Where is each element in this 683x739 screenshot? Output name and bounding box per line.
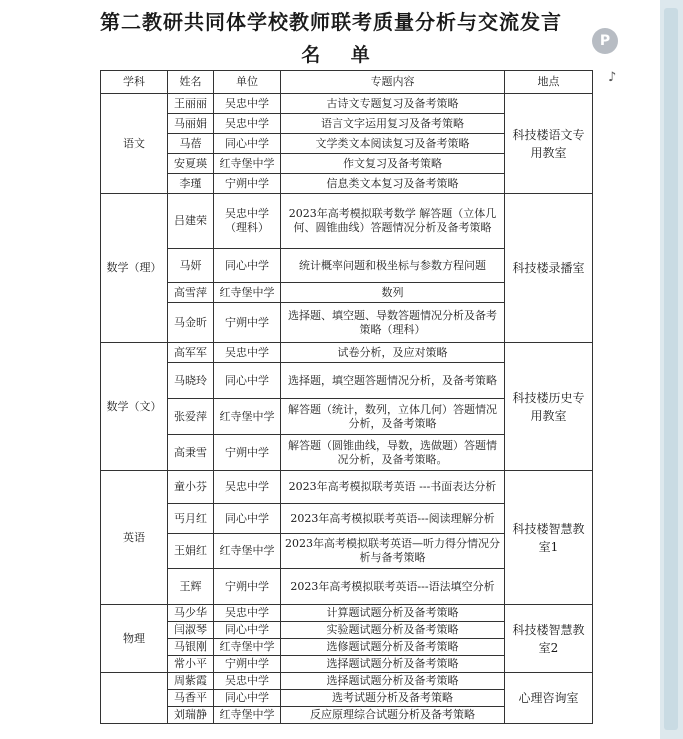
- school-cell: 吴忠中学: [214, 343, 281, 363]
- school-cell: 红寺堡中学: [214, 639, 281, 656]
- scrollbar-thumb[interactable]: [664, 8, 678, 730]
- table-body: [101, 94, 593, 724]
- header-school: 单位: [214, 71, 281, 94]
- topic-cell: 选择题、填空题、导数答题情况分析及备考策略（理科）: [281, 303, 505, 343]
- name-cell: 高军军: [168, 343, 214, 363]
- topic-cell: 2023年高考模拟联考英语—听力得分情况分析与备考策略: [281, 534, 505, 569]
- subject-cell: 物理: [101, 605, 168, 673]
- table-row: [101, 673, 593, 690]
- location-cell: 科技楼语文专用教室: [505, 94, 593, 194]
- header-location: 地点: [505, 71, 593, 94]
- subject-cell: 数学（理）: [101, 194, 168, 343]
- name-cell: 马少华: [168, 605, 214, 622]
- table-row: [101, 471, 593, 504]
- topic-cell: 选修题试题分析及备考策略: [281, 639, 505, 656]
- music-note-icon[interactable]: ♪: [608, 70, 617, 85]
- topic-cell: 语言文字运用复习及备考策略: [281, 114, 505, 134]
- name-cell: 马妍: [168, 249, 214, 283]
- topic-cell: 反应原理综合试题分析及备考策略: [281, 707, 505, 724]
- topic-cell: 2023年高考模拟联考数学 解答题（立体几何、圆锥曲线）答题情况分析及备考策略: [281, 194, 505, 249]
- topic-cell: 选考试题分析及备考策略: [281, 690, 505, 707]
- name-cell: 丐月红: [168, 504, 214, 534]
- school-cell: 同心中学: [214, 504, 281, 534]
- school-cell: 同心中学: [214, 622, 281, 639]
- name-cell: 闫淑琴: [168, 622, 214, 639]
- school-cell: 红寺堡中学: [214, 707, 281, 724]
- name-cell: 吕建荣: [168, 194, 214, 249]
- topic-cell: 古诗文专题复习及备考策略: [281, 94, 505, 114]
- page-subtitle: 名 单: [301, 44, 382, 66]
- school-cell: 同心中学: [214, 134, 281, 154]
- school-cell: 吴忠中学: [214, 94, 281, 114]
- name-cell: 刘瑞静: [168, 707, 214, 724]
- name-cell: 安夏瑛: [168, 154, 214, 174]
- school-cell: 吴忠中学（理科）: [214, 194, 281, 249]
- topic-cell: 文学类文本阅读复习及备考策略: [281, 134, 505, 154]
- name-cell: 王娟红: [168, 534, 214, 569]
- name-cell: 王丽丽: [168, 94, 214, 114]
- header-subject: 学科: [101, 71, 168, 94]
- topic-cell: 选择题试题分析及备考策略: [281, 673, 505, 690]
- topic-cell: 选择题试题分析及备考策略: [281, 656, 505, 673]
- topic-cell: 试卷分析，及应对策略: [281, 343, 505, 363]
- name-cell: 马银刚: [168, 639, 214, 656]
- roster-table: [100, 70, 593, 724]
- school-cell: 吴忠中学: [214, 471, 281, 504]
- table-row: [101, 605, 593, 622]
- header-topic: 专题内容: [281, 71, 505, 94]
- topic-cell: 实验题试题分析及备考策略: [281, 622, 505, 639]
- name-cell: 马晓玲: [168, 363, 214, 399]
- topic-cell: 作文复习及备考策略: [281, 154, 505, 174]
- subject-cell: 数学（文）: [101, 343, 168, 471]
- table-row: [101, 194, 593, 249]
- name-cell: 马香平: [168, 690, 214, 707]
- location-cell: 心理咨询室: [505, 673, 593, 724]
- subject-cell: 语文: [101, 94, 168, 194]
- name-cell: 李瑾: [168, 174, 214, 194]
- topic-cell: 解答题（统计，数列，立体几何）答题情况分析，及备考策略: [281, 399, 505, 435]
- school-cell: 同心中学: [214, 249, 281, 283]
- topic-cell: 计算题试题分析及备考策略: [281, 605, 505, 622]
- location-cell: 科技楼智慧教室1: [505, 471, 593, 605]
- subject-cell: 英语: [101, 471, 168, 605]
- topic-cell: 数列: [281, 283, 505, 303]
- school-cell: 红寺堡中学: [214, 399, 281, 435]
- name-cell: 常小平: [168, 656, 214, 673]
- name-cell: 张爱萍: [168, 399, 214, 435]
- name-cell: 马丽娟: [168, 114, 214, 134]
- school-cell: 吴忠中学: [214, 605, 281, 622]
- header-name: 姓名: [168, 71, 214, 94]
- location-cell: 科技楼录播室: [505, 194, 593, 343]
- topic-cell: 2023年高考模拟联考英语---语法填空分析: [281, 569, 505, 605]
- page-title: 第二教研共同体学校教师联考质量分析与交流发言: [100, 10, 562, 34]
- school-cell: 宁朔中学: [214, 174, 281, 194]
- table-header-row: [101, 71, 593, 94]
- p-badge-icon[interactable]: P: [592, 28, 618, 54]
- topic-cell: 选择题，填空题答题情况分析，及备考策略: [281, 363, 505, 399]
- school-cell: 宁朔中学: [214, 435, 281, 471]
- school-cell: 吴忠中学: [214, 673, 281, 690]
- table-row: [101, 94, 593, 114]
- school-cell: 宁朔中学: [214, 569, 281, 605]
- name-cell: 马金昕: [168, 303, 214, 343]
- name-cell: 周紫霞: [168, 673, 214, 690]
- subject-cell: [101, 673, 168, 724]
- name-cell: 高秉雪: [168, 435, 214, 471]
- school-cell: 红寺堡中学: [214, 283, 281, 303]
- topic-cell: 信息类文本复习及备考策略: [281, 174, 505, 194]
- location-cell: 科技楼历史专用教室: [505, 343, 593, 471]
- topic-cell: 统计概率问题和极坐标与参数方程问题: [281, 249, 505, 283]
- school-cell: 同心中学: [214, 690, 281, 707]
- table-row: [101, 343, 593, 363]
- school-cell: 宁朔中学: [214, 656, 281, 673]
- name-cell: 马蓓: [168, 134, 214, 154]
- name-cell: 高雪萍: [168, 283, 214, 303]
- name-cell: 童小芬: [168, 471, 214, 504]
- school-cell: 吴忠中学: [214, 114, 281, 134]
- topic-cell: 2023年高考模拟联考英语 ---书面表达分析: [281, 471, 505, 504]
- school-cell: 同心中学: [214, 363, 281, 399]
- school-cell: 红寺堡中学: [214, 534, 281, 569]
- name-cell: 王辉: [168, 569, 214, 605]
- location-cell: 科技楼智慧教室2: [505, 605, 593, 673]
- topic-cell: 解答题（圆锥曲线，导数，选做题）答题情况分析，及备考策略。: [281, 435, 505, 471]
- topic-cell: 2023年高考模拟联考英语---阅读理解分析: [281, 504, 505, 534]
- school-cell: 宁朔中学: [214, 303, 281, 343]
- school-cell: 红寺堡中学: [214, 154, 281, 174]
